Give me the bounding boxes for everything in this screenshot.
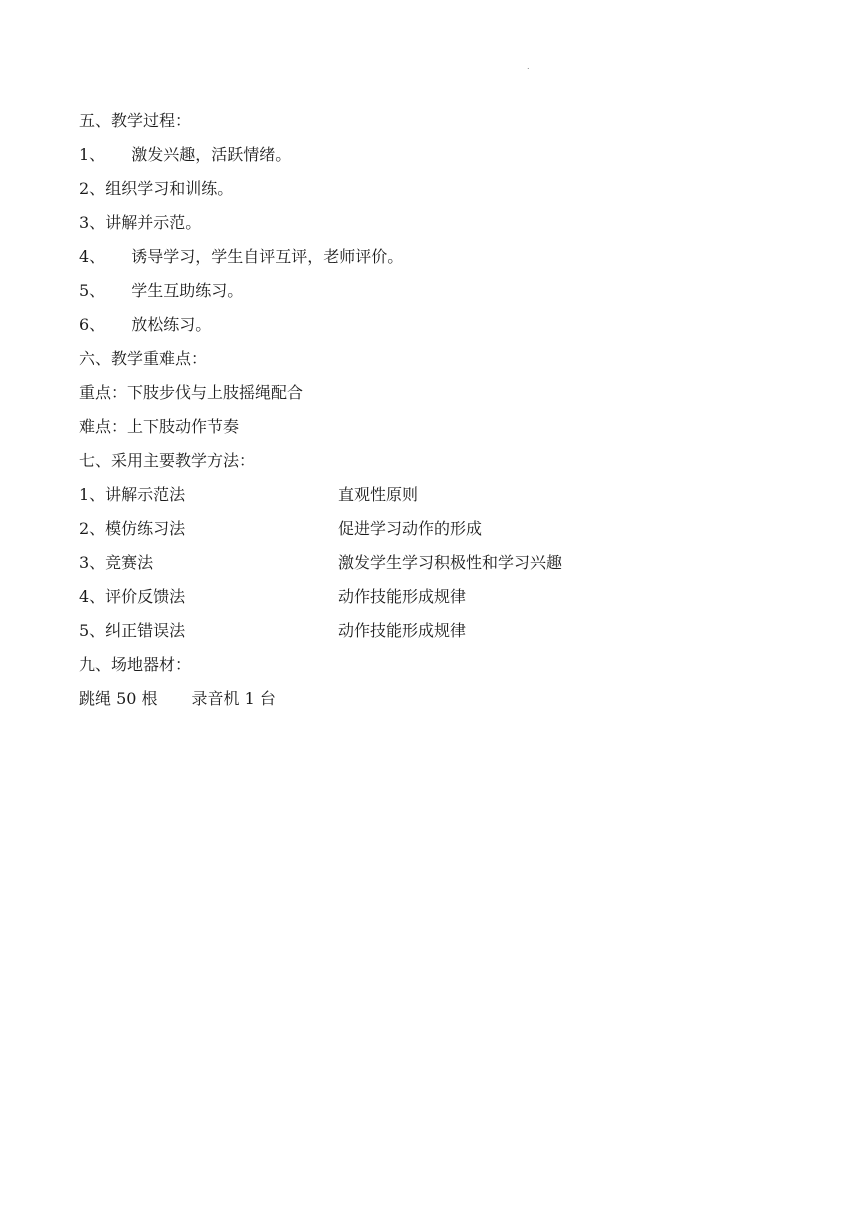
- method-principle: 促进学习动作的形成: [338, 519, 483, 538]
- document-body: [79, 104, 799, 716]
- process-item: [79, 308, 799, 342]
- section-heading-methods: 七、采用主要教学方法：: [79, 451, 256, 470]
- method-name: 2、模仿练习法: [79, 519, 186, 538]
- process-item-number: 3、: [79, 213, 106, 232]
- equipment-list: [79, 682, 799, 716]
- process-item-number: 2、: [79, 179, 106, 198]
- process-item: [79, 240, 799, 274]
- equipment-item-recorder: 录音机 1 台: [191, 689, 276, 708]
- process-item: [79, 138, 799, 172]
- process-item: [79, 206, 799, 240]
- section-heading-equipment: 九、场地器材：: [79, 655, 192, 674]
- method-row: [79, 478, 799, 512]
- process-item-text: 激发兴趣，活跃情绪。: [131, 145, 292, 164]
- method-row: [79, 614, 799, 648]
- section-heading-key-points: 六、教学重难点：: [79, 349, 208, 368]
- process-item-text: 学生互助练习。: [131, 281, 244, 300]
- method-name: 5、纠正错误法: [79, 621, 186, 640]
- method-row: [79, 546, 799, 580]
- key-point-focus: 重点：下肢步伐与上肢摇绳配合: [79, 383, 304, 402]
- process-item: [79, 172, 799, 206]
- process-item-number: 1、: [79, 145, 106, 164]
- process-item-text: 讲解并示范。: [105, 213, 202, 232]
- equipment-item-jump-rope: 跳绳 50 根: [79, 689, 158, 708]
- header-dot: .: [527, 62, 530, 71]
- process-item-number: 5、: [79, 281, 106, 300]
- method-principle: 直观性原则: [338, 485, 419, 504]
- method-name: 3、竞赛法: [79, 553, 154, 572]
- method-principle: 动作技能形成规律: [338, 587, 467, 606]
- method-row: [79, 512, 799, 546]
- process-item-number: 6、: [79, 315, 106, 334]
- process-item-text: 诱导学习，学生自评互评，老师评价。: [131, 247, 404, 266]
- method-principle: 激发学生学习积极性和学习兴趣: [338, 553, 563, 572]
- section-heading-process: 五、教学过程：: [79, 111, 192, 130]
- method-name: 1、讲解示范法: [79, 485, 186, 504]
- key-point-difficulty: 难点：上下肢动作节奏: [79, 417, 240, 436]
- process-item-text: 放松练习。: [131, 315, 212, 334]
- process-item-text: 组织学习和训练。: [105, 179, 234, 198]
- method-row: [79, 580, 799, 614]
- method-principle: 动作技能形成规律: [338, 621, 467, 640]
- process-item-number: 4、: [79, 247, 106, 266]
- method-name: 4、评价反馈法: [79, 587, 186, 606]
- process-item: [79, 274, 799, 308]
